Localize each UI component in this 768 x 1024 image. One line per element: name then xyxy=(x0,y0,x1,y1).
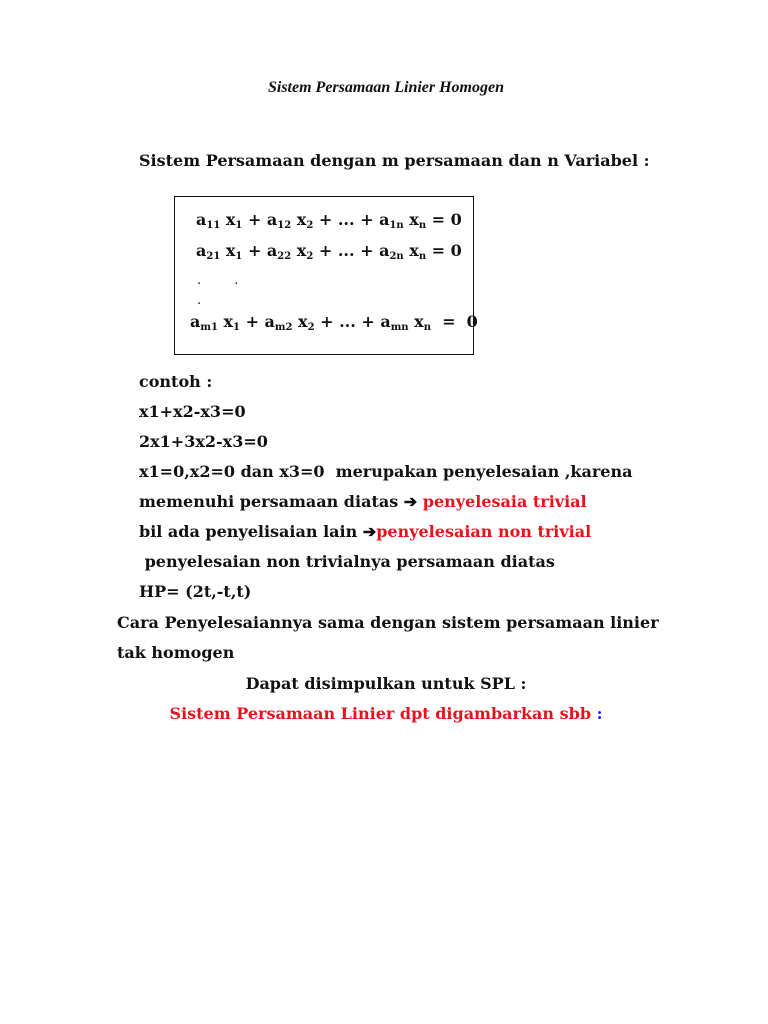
sistem-red-text: Sistem Persamaan Linier dpt digambarkan sbb xyxy=(169,704,597,723)
conclusion-heading: Dapat disimpulkan untuk SPL : xyxy=(245,674,527,693)
bil-text: bil ada penyelisaian lain xyxy=(139,522,363,541)
equation-row-2: $a_{21}$ $x_1 + a_{22}$ $x_2$ + ... + $a_{2n}$ $x_n = 0$ xyxy=(196,241,462,262)
cara-text-line-2: tak homogen xyxy=(117,643,235,662)
page-title: Sistem Persamaan Linier Homogen xyxy=(267,79,504,96)
contoh-label: contoh : xyxy=(139,372,213,391)
nontrivial-solution-text: penyelesaian non trivialnya persamaan diatas xyxy=(139,552,555,571)
trivial-line xyxy=(139,492,587,511)
memenuhi-text: memenuhi persamaan diatas xyxy=(139,492,404,511)
example-equation-1: x1+x2-x3=0 xyxy=(139,402,246,421)
right-arrow-icon: ➔ xyxy=(403,492,418,511)
ellipsis-dots-2: . xyxy=(197,293,202,308)
equation-row-1: $a_{11}$ $x_1 + a_{12}$ $x_2$ + ... + $a_{1n}$ $x_n = 0$ xyxy=(196,210,462,231)
equation-row-m: $a_{m1}$ $x_1 + a_{m2}$ $x_2$ + ... + $a_{mn}$ $x_n = 0$ xyxy=(190,312,478,333)
intro-text: Sistem Persamaan dengan m persamaan dan n Variabel : xyxy=(139,151,650,170)
trivial-label: penyelesaia trivial xyxy=(422,492,587,511)
conclusion-red-line xyxy=(0,704,768,723)
blue-colon: : xyxy=(596,704,603,723)
nontrivial-line xyxy=(139,522,591,541)
ellipsis-dots-1: . . xyxy=(197,273,239,288)
example-equation-2: 2x1+3x2-x3=0 xyxy=(139,432,268,451)
hp-text: HP= (2t,-t,t) xyxy=(139,582,252,601)
nontrivial-label: penyelesaian non trivial xyxy=(376,522,592,541)
solution-text: x1=0,x2=0 dan x3=0 merupakan penyelesaian ,karena xyxy=(139,462,633,481)
cara-text-line-1: Cara Penyelesaiannya sama dengan sistem persamaan linier xyxy=(117,613,659,632)
right-arrow-icon: ➔ xyxy=(362,522,377,541)
